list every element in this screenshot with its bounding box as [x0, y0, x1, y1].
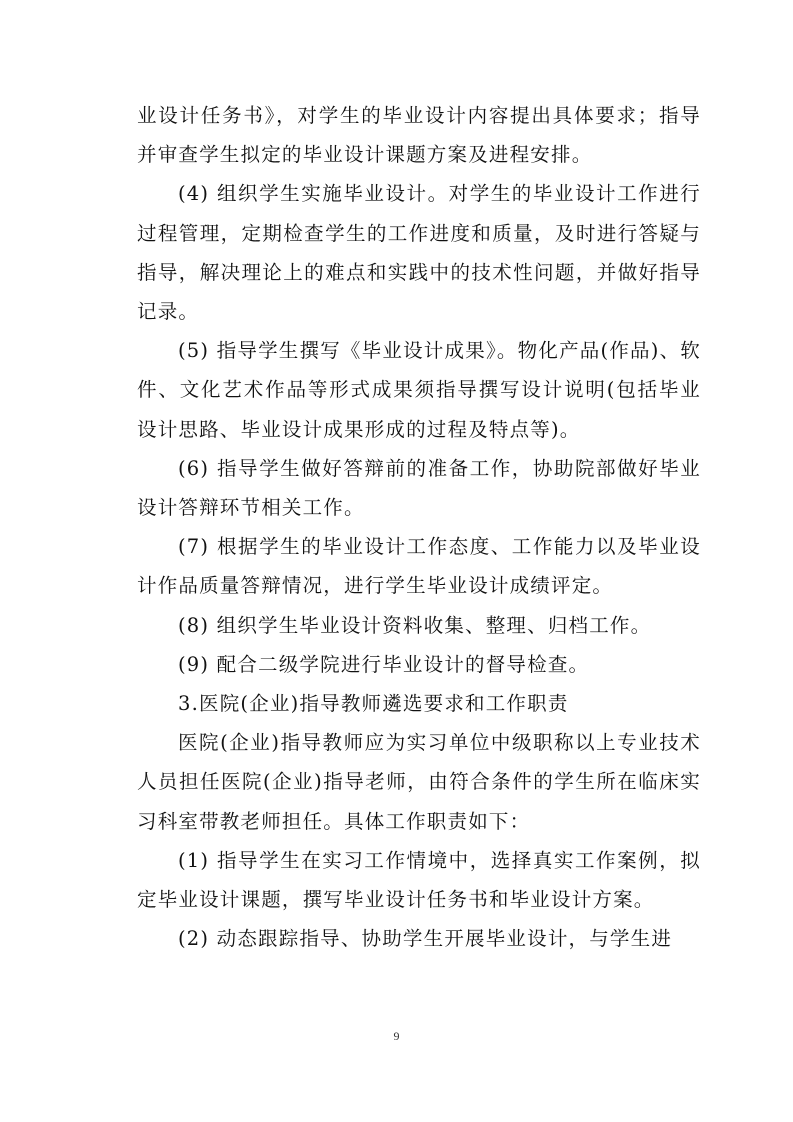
- paragraph-item-9: (9) 配合二级学院进行毕业设计的督导检查。: [178, 652, 590, 676]
- paragraph-sub-item-2: (2) 动态跟踪指导、协助学生开展毕业设计，与学生进: [178, 927, 673, 951]
- paragraph-item-7: (7) 根据学生的毕业设计工作态度、工作能力以及毕业设计作品质量答辩情况，进行学生毕业设计成绩评定。: [137, 535, 701, 598]
- paragraph-item-6: (6) 指导学生做好答辩前的准备工作，协助院部做好毕业设计答辩环节相关工作。: [137, 456, 701, 520]
- section-heading-3: 3.医院(企业)指导教师遴选要求和工作职责: [178, 692, 569, 716]
- page-number: 9: [393, 1029, 400, 1043]
- paragraph-item-8: (8) 组织学生毕业设计资料收集、整理、归档工作。: [178, 613, 652, 637]
- paragraph-item-5: (5) 指导学生撰写《毕业设计成果》。物化产品(作品)、软件、文化艺术作品等形式成果须指导撰写设计说明(包括毕业设计思路、毕业设计成果形成的过程及特点等)。: [137, 339, 701, 441]
- paragraph-continued: 业设计任务书》，对学生的毕业设计内容提出具体要求；指导并审查学生拟定的毕业设计课题方案及进程安排。: [137, 104, 701, 167]
- document-body: [137, 96, 701, 958]
- paragraph-section-3-intro: 医院(企业)指导教师应为实习单位中级职称以上专业技术人员担任医院(企业)指导老师，由符合条件的学生所在临床实习科室带教老师担任。具体工作职责如下：: [137, 731, 701, 833]
- paragraph-sub-item-1: (1) 指导学生在实习工作情境中，选择真实工作案例，拟定毕业设计课题，撰写毕业设计任务书和毕业设计方案。: [137, 848, 701, 912]
- paragraph-item-4: (4) 组织学生实施毕业设计。对学生的毕业设计工作进行过程管理，定期检查学生的工作进度和质量，及时进行答疑与指导，解决理论上的难点和实践中的技术性问题，并做好指导记录。: [137, 182, 701, 324]
